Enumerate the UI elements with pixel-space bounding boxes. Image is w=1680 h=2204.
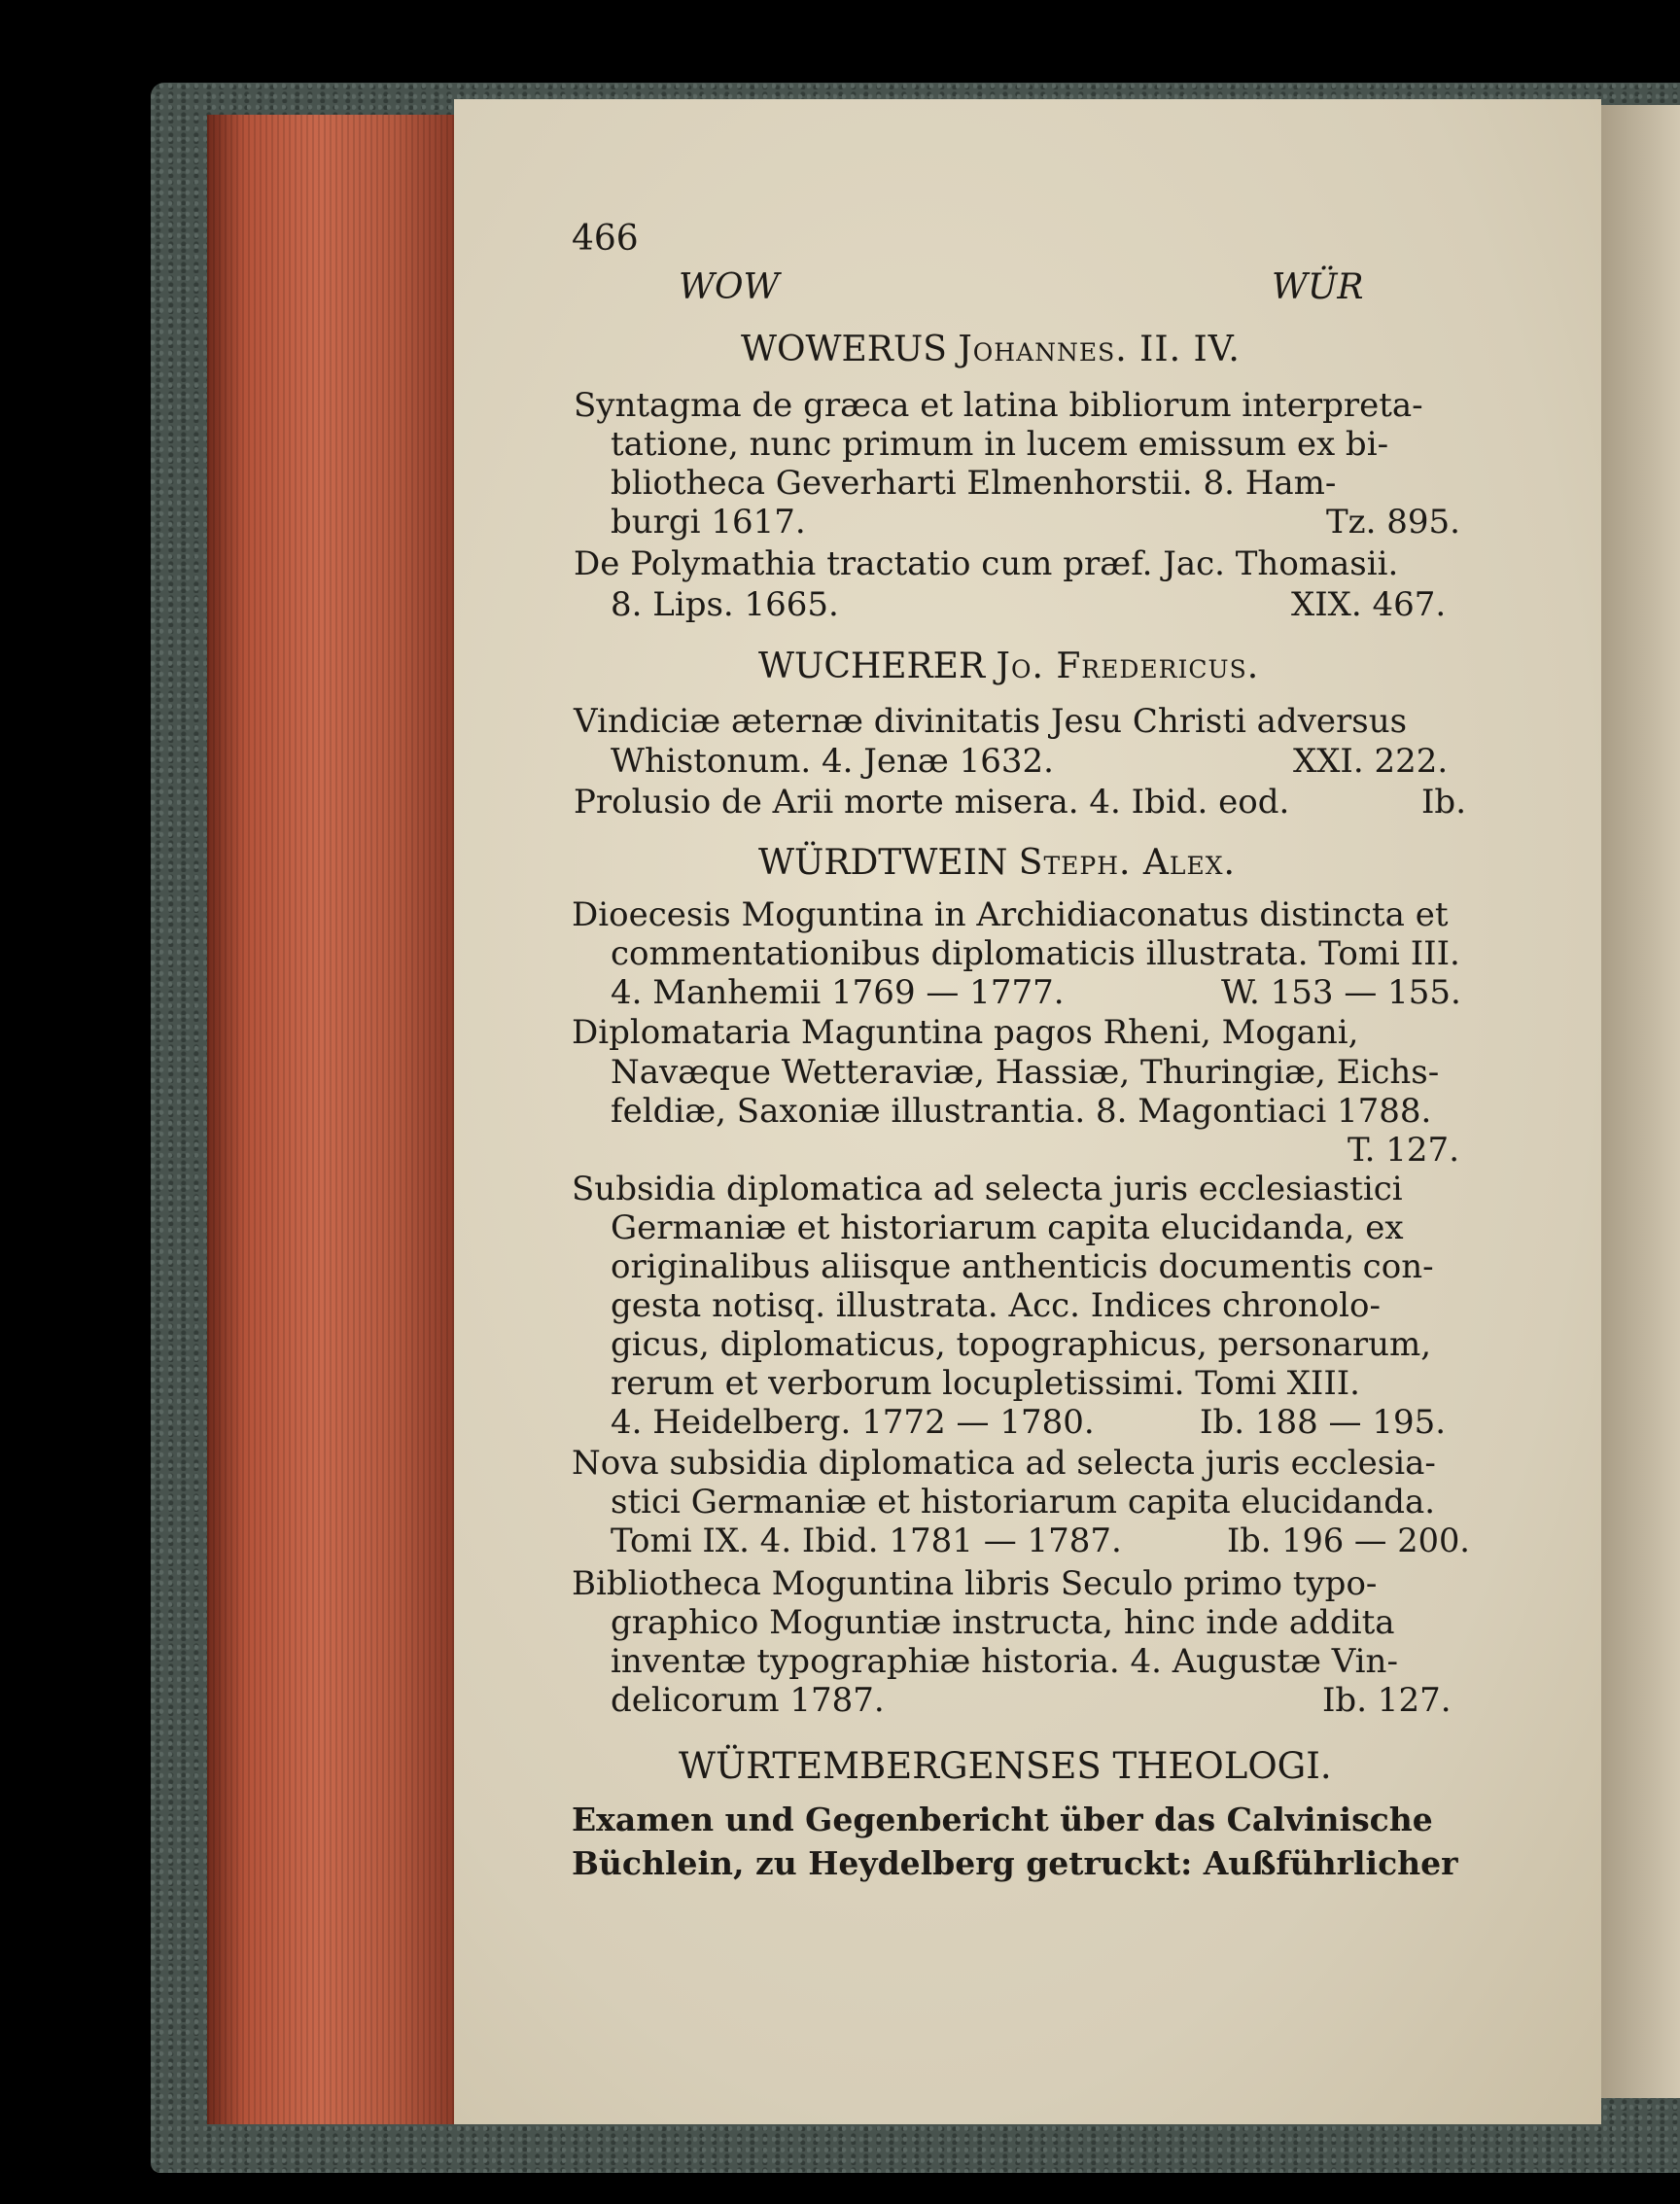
entry-line: De Polymathia tractatio cum præf. Jac. Thomasii. [574,544,1399,583]
entry-line-fraktur: Examen und Gegenbericht über das Calvinische [572,1801,1433,1838]
reference-xix: XIX. 467. [1291,585,1447,624]
entry-line: rerum et verborum locupletissimi. Tomi XIII. [611,1364,1360,1403]
section-heading-wurdtwein: WÜRDTWEIN Steph. Alex. [758,843,1236,883]
entry-line: gicus, diplomaticus, topographicus, personarum, [611,1325,1432,1364]
entry-line: commentationibus diplomaticis illustrata. Tomi III. [611,934,1460,973]
reference-ib-127: Ib. 127. [1322,1681,1452,1720]
entry-line: 4. Heidelberg. 1772 — 1780. [611,1403,1095,1442]
entry-line: Vindiciæ æternæ divinitatis Jesu Christi adversus [574,702,1408,741]
reference-tz: Tz. 895. [1326,503,1460,542]
running-head-right: WÜR [1272,267,1364,307]
section-heading-wurtembergenses: WÜRTEMBERGENSES THEOLOGI. [679,1745,1332,1787]
entry-line: Tomi IX. 4. Ibid. 1781 — 1787. [611,1522,1122,1560]
reference-ib: Ib. [1421,783,1467,822]
entry-line: graphico Moguntiæ instructa, hinc inde addita [611,1603,1395,1642]
page-number: 466 [572,219,639,259]
reference-ib-196: Ib. 196 — 200. [1227,1522,1470,1560]
section-heading-wucherer: WUCHERER Jo. Fredericus. [758,647,1260,686]
running-head-left: WOW [679,267,780,307]
entry-line: gesta notisq. illustrata. Acc. Indices chronolo- [611,1286,1382,1325]
entry-line: Diplomataria Maguntina pagos Rheni, Mogani, [572,1013,1359,1052]
entry-line: Bibliotheca Moguntina libris Seculo primo typo- [572,1564,1378,1603]
entry-line: 4. Manhemii 1769 — 1777. [611,973,1065,1012]
section-heading-wowerus: WOWERUS Johannes. II. IV. [741,330,1241,369]
reference-t: T. 127. [1348,1131,1459,1170]
entry-line: Subsidia diplomatica ad selecta juris ecclesiastici [572,1170,1403,1208]
entry-line: delicorum 1787. [611,1681,885,1720]
entry-line: Whistonum. 4. Jenæ 1632. [611,742,1054,781]
entry-line: originalibus aliisque anthenticis documentis con- [611,1247,1434,1286]
reference-xxi: XXI. 222. [1293,742,1449,781]
entry-line: bliotheca Geverharti Elmenhorstii. 8. Ham- [611,464,1337,503]
entry-line: Nova subsidia diplomatica ad selecta juris ecclesia- [572,1444,1436,1483]
entry-line: inventæ typographiæ historia. 4. Augustæ Vin- [611,1642,1398,1681]
entry-line: burgi 1617. [611,503,806,542]
entry-line: Syntagma de græca et latina bibliorum interpreta- [574,386,1423,425]
entry-line: Germaniæ et historiarum capita elucidanda, ex [611,1208,1404,1247]
entry-line: feldiæ, Saxoniæ illustrantia. 8. Magontiaci 1788. [611,1092,1432,1131]
reference-ib-188: Ib. 188 — 195. [1200,1403,1447,1442]
entry-line: Prolusio de Arii morte misera. 4. Ibid. eod. [574,783,1290,822]
entry-line: stici Germaniæ et historiarum capita elucidanda. [611,1483,1436,1522]
entry-line: Dioecesis Moguntina in Archidiaconatus distincta et [572,895,1449,934]
entry-line: 8. Lips. 1665. [611,585,839,624]
entry-line: tatione, nunc primum in lucem emissum ex bi- [611,425,1389,464]
entry-line-fraktur: Büchlein, zu Heydelberg getruckt: Außführlicher [572,1844,1458,1882]
reference-w: W. 153 — 155. [1221,973,1461,1012]
entry-line: Navæque Wetteraviæ, Hassiæ, Thuringiæ, Eichs- [611,1053,1440,1092]
